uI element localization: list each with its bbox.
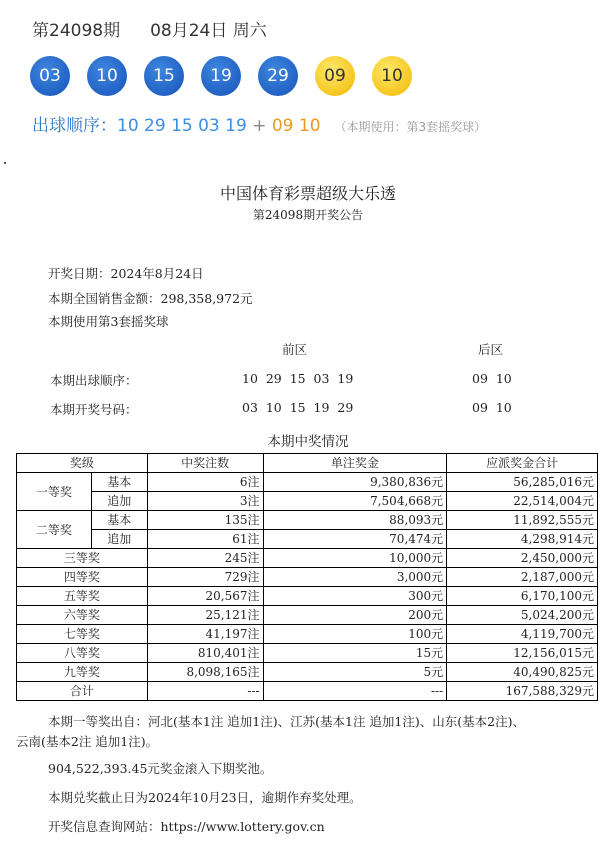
draw-header xyxy=(32,16,297,41)
prize-cell: --- xyxy=(263,682,447,701)
total-cell: 4,298,914元 xyxy=(447,530,598,549)
count-cell: 245注 xyxy=(147,549,263,568)
winning-balls xyxy=(30,56,412,96)
count-cell: 25,121注 xyxy=(147,606,263,625)
draw-date: 08月24日 周六 xyxy=(150,21,267,41)
prize-cell: 9,380,836元 xyxy=(263,473,447,492)
total-cell: 5,024,200元 xyxy=(447,606,598,625)
back-ball: 10 xyxy=(372,56,412,96)
total-cell: 11,892,555元 xyxy=(447,511,598,530)
table-sum-row xyxy=(17,682,598,701)
order-plus: + xyxy=(252,116,267,136)
table-row xyxy=(17,568,598,587)
order-label: 出球顺序： xyxy=(32,116,117,136)
deadline-line: 本期兑奖截止日为2024年10月23日，逾期作弃奖处理。 xyxy=(48,790,362,805)
prize-cell: 5元 xyxy=(263,663,447,682)
level-cell: 五等奖 xyxy=(17,587,148,606)
numbers-row-label: 本期开奖号码： xyxy=(50,402,138,417)
level-cell: 四等奖 xyxy=(17,568,148,587)
sub-level-cell: 基本 xyxy=(91,511,147,530)
header-cell: 单注奖金 xyxy=(263,454,447,473)
level-cell: 九等奖 xyxy=(17,663,148,682)
level-cell: 八等奖 xyxy=(17,644,148,663)
total-cell: 2,187,000元 xyxy=(447,568,598,587)
table-row xyxy=(17,606,598,625)
notice-subtitle: 第24098期开奖公告 xyxy=(252,208,364,222)
table-row xyxy=(17,549,598,568)
table-header-row xyxy=(17,454,598,473)
total-cell: 167,588,329元 xyxy=(447,682,598,701)
table-row xyxy=(17,625,598,644)
total-cell: 40,490,825元 xyxy=(447,663,598,682)
numbers-row-front: 03 10 15 19 29 xyxy=(242,400,354,415)
table-row xyxy=(17,663,598,682)
prize-cell: 7,504,668元 xyxy=(263,492,447,511)
order-row-front: 10 29 15 03 19 xyxy=(242,371,354,386)
count-cell: --- xyxy=(147,682,263,701)
level-cell: 合计 xyxy=(17,682,148,701)
pool-line: 904,522,393.45元奖金滚入下期奖池。 xyxy=(48,761,273,776)
count-cell: 3注 xyxy=(147,492,263,511)
sub-level-cell: 追加 xyxy=(91,492,147,511)
winners-line-1: 本期一等奖出自：河北(基本1注 追加1注)、江苏(基本1注 追加1注)、山东(基本2注)、 xyxy=(48,714,525,729)
ballset-note: （本期使用：第3套摇奖球） xyxy=(334,120,487,134)
draw-date-line: 开奖日期：2024年8月24日 xyxy=(48,266,204,281)
order-back: 09 10 xyxy=(271,116,321,136)
front-ball: 19 xyxy=(201,56,241,96)
back-zone-header: 后区 xyxy=(478,342,504,357)
table-title: 本期中奖情况 xyxy=(267,434,349,450)
table-row xyxy=(17,530,598,549)
table-row xyxy=(17,587,598,606)
total-cell: 56,285,016元 xyxy=(447,473,598,492)
front-ball: 10 xyxy=(87,56,127,96)
total-cell: 22,514,004元 xyxy=(447,492,598,511)
front-ball: 29 xyxy=(258,56,298,96)
prize-cell: 200元 xyxy=(263,606,447,625)
total-cell: 4,119,700元 xyxy=(447,625,598,644)
prize-cell: 3,000元 xyxy=(263,568,447,587)
draw-order xyxy=(32,111,486,136)
prize-cell: 10,000元 xyxy=(263,549,447,568)
total-cell: 6,170,100元 xyxy=(447,587,598,606)
order-row-back: 09 10 xyxy=(472,371,512,386)
level-cell: 六等奖 xyxy=(17,606,148,625)
count-cell: 6注 xyxy=(147,473,263,492)
table-row xyxy=(17,473,598,492)
ballset-line: 本期使用第3套摇奖球 xyxy=(48,314,169,329)
count-cell: 810,401注 xyxy=(147,644,263,663)
numbers-row-back: 09 10 xyxy=(472,400,512,415)
issue-number: 第24098期 xyxy=(32,21,121,41)
total-cell: 2,450,000元 xyxy=(447,549,598,568)
sales-line: 本期全国销售金额：298,358,972元 xyxy=(48,291,253,306)
site-line: 开奖信息查询网站：https://www.lottery.gov.cn xyxy=(48,819,325,834)
count-cell: 20,567注 xyxy=(147,587,263,606)
level-cell: 三等奖 xyxy=(17,549,148,568)
count-cell: 41,197注 xyxy=(147,625,263,644)
front-zone-header: 前区 xyxy=(282,342,308,357)
count-cell: 61注 xyxy=(147,530,263,549)
count-cell: 729注 xyxy=(147,568,263,587)
sub-level-cell: 追加 xyxy=(91,530,147,549)
header-cell: 应派奖金合计 xyxy=(447,454,598,473)
level-cell: 二等奖 xyxy=(17,511,92,549)
prize-cell: 100元 xyxy=(263,625,447,644)
sub-level-cell: 基本 xyxy=(91,473,147,492)
winners-line-2: 云南(基本2注 追加1注)。 xyxy=(16,734,159,749)
prize-cell: 300元 xyxy=(263,587,447,606)
table-row xyxy=(17,511,598,530)
front-ball: 03 xyxy=(30,56,70,96)
table-row xyxy=(17,492,598,511)
stray-dot xyxy=(4,162,6,164)
level-cell: 一等奖 xyxy=(17,473,92,511)
prize-table xyxy=(16,453,598,701)
count-cell: 8,098,165注 xyxy=(147,663,263,682)
order-front: 10 29 15 03 19 xyxy=(117,116,247,136)
prize-cell: 15元 xyxy=(263,644,447,663)
level-cell: 七等奖 xyxy=(17,625,148,644)
prize-cell: 88,093元 xyxy=(263,511,447,530)
table-row xyxy=(17,644,598,663)
front-ball: 15 xyxy=(144,56,184,96)
order-row-label: 本期出球顺序： xyxy=(50,373,138,388)
notice-title: 中国体育彩票超级大乐透 xyxy=(219,184,396,203)
prize-cell: 70,474元 xyxy=(263,530,447,549)
header-cell: 中奖注数 xyxy=(147,454,263,473)
back-ball: 09 xyxy=(315,56,355,96)
count-cell: 135注 xyxy=(147,511,263,530)
header-cell: 奖级 xyxy=(17,454,148,473)
total-cell: 12,156,015元 xyxy=(447,644,598,663)
